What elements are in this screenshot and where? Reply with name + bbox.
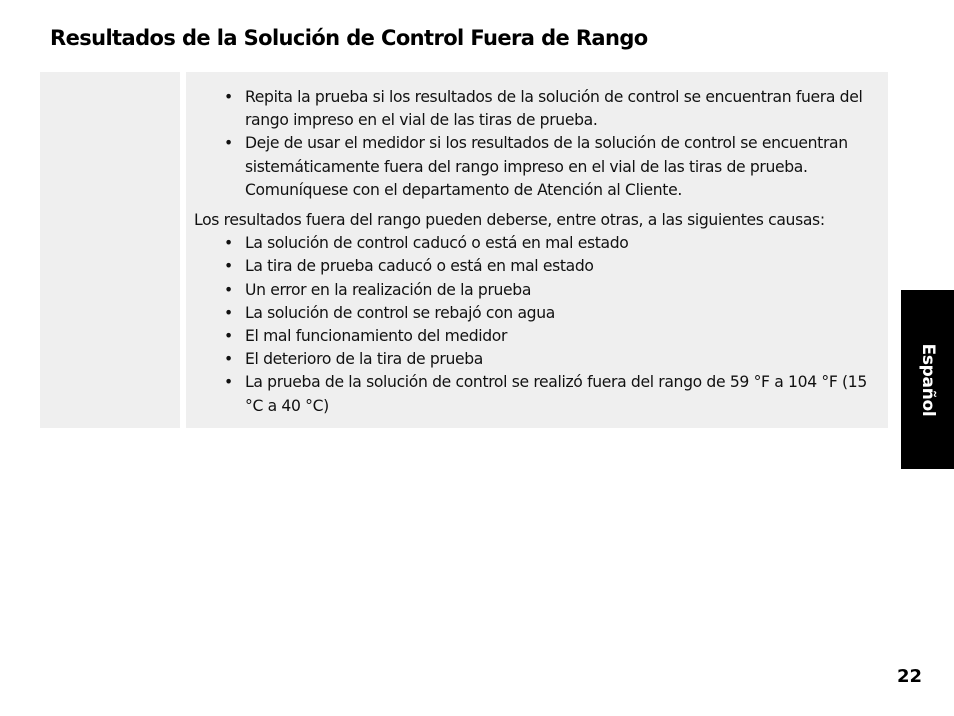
list-item-text: El mal funcionamiento del medidor	[245, 327, 508, 346]
bullet-icon: •	[224, 327, 233, 346]
list-item	[194, 86, 880, 132]
bullet-icon: •	[224, 303, 233, 322]
list-item	[194, 255, 880, 278]
bullet-icon: •	[224, 373, 233, 392]
bullet-icon: •	[224, 134, 233, 153]
list-item	[194, 348, 880, 371]
list-item	[194, 279, 880, 302]
bullet-icon: •	[224, 350, 233, 369]
list-item-text: La solución de control se rebajó con agua	[245, 303, 555, 322]
list-item	[194, 232, 880, 255]
table-left-cell	[40, 72, 180, 428]
list-item	[194, 132, 880, 202]
causes-intro: Los resultados fuera del rango pueden deberse, entre otras, a las siguientes causas:	[194, 211, 825, 230]
list-item-text: Repita la prueba si los resultados de la solución de control se encuentran fuera del rango impreso en el vial de las tiras de prueba.	[245, 88, 863, 130]
bullet-icon: •	[224, 88, 233, 106]
list-item-text: El deterioro de la tira de prueba	[245, 350, 483, 369]
page-title: Resultados de la Solución de Control Fuera de Rango	[50, 26, 648, 50]
language-tab-label: Español	[917, 343, 938, 416]
list-item-text: Un error en la realización de la prueba	[245, 280, 532, 299]
list-item-text: La prueba de la solución de control se realizó fuera del rango de 59 °F a 104 °F (15 °C a 40 °C)	[245, 373, 867, 415]
list-item	[194, 371, 880, 417]
list-item	[194, 302, 880, 325]
list-item-text: La solución de control caducó o está en mal estado	[245, 234, 629, 253]
bullet-icon: •	[224, 234, 233, 253]
bullet-icon: •	[224, 280, 233, 299]
table-content-cell	[186, 72, 888, 428]
page-number: 22	[897, 666, 923, 687]
bullet-icon: •	[224, 257, 233, 276]
language-tab	[901, 290, 954, 469]
list-item-text: La tira de prueba caducó o está en mal estado	[245, 257, 594, 276]
list-item	[194, 325, 880, 348]
causes-list	[194, 232, 880, 418]
instructions-list	[194, 86, 880, 202]
list-item-text: Deje de usar el medidor si los resultados de la solución de control se encuentran sistemáticamente fuera del rango impreso en el vial de las tiras de prueba. Comuníquese con el departamento de Atención al Cliente.	[245, 134, 848, 199]
